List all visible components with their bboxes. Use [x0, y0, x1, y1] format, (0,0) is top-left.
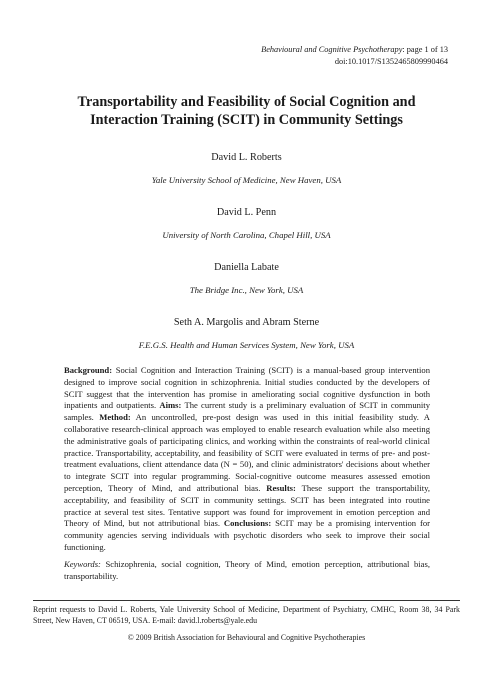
reprint-footnote: Reprint requests to David L. Roberts, Yale University School of Medicine, Department of Psychiatry, CMHC, Room 38, 34 Park Street, New Haven, CT 06519, USA. E-mail: david.l.roberts@yale.edu: [33, 605, 460, 625]
results-label: Results:: [266, 482, 296, 493]
page-info: : page 1 of 13: [402, 45, 448, 54]
author-affiliation: F.E.G.S. Health and Human Services System, New York, USA: [138, 340, 355, 350]
keywords-text: Schizophrenia, social cognition, Theory of Mind, emotion perception, attributional bias, transportability.: [64, 558, 430, 581]
author-affiliation: Yale University School of Medicine, New Haven, USA: [151, 175, 342, 185]
footnote-divider: [33, 600, 460, 601]
results-text: These support the transportability, acceptability, and feasibility of SCIT in community settings. SCIT has been integrated into routine practice at several test sites. Tentative support was found for improvement in emotion perception and Theory of Mind, but not attributional bias.: [64, 482, 430, 529]
method-label: Method:: [99, 412, 131, 423]
aims-label: Aims:: [159, 400, 182, 411]
journal-name: Behavioural and Cognitive Psychotherapy: [261, 45, 403, 54]
author-name: David L. Roberts: [211, 152, 282, 163]
title-line-1: Transportability and Feasibility of Social Cognition and: [77, 94, 416, 110]
journal-header: [118, 44, 448, 68]
author-affiliation: University of North Carolina, Chapel Hill, USA: [162, 230, 331, 240]
aims-text: The current study is a preliminary evaluation of SCIT in community samples.: [64, 400, 430, 423]
method-text: An uncontrolled, pre-post design was used in this initial feasibility study. A collaborative research-clinical approach was employed to enable research evaluation while also meeting the administrative goals of participating clinics, and working within the constraints of real-world clinical practice. Transportability, acceptability, and feasibility of SCIT were evaluated in terms of pre- and post-treatment evaluations, client attendance data (N = 50), and clinic administrators' decisions about whether to integrate SCIT into regular programming. Social-cognitive outcome measures assessed emotion perception, Theory of Mind, and attributional bias.: [64, 412, 430, 493]
journal-citation: [118, 44, 448, 56]
doi: doi:10.1017/S1352465809990464: [334, 57, 448, 66]
author-block-2: [30, 206, 463, 241]
keywords: [64, 559, 430, 583]
article-title: [40, 93, 453, 129]
abstract: [64, 365, 430, 582]
author-block-4: [30, 316, 463, 351]
title-line-2: Interaction Training (SCIT) in Community Settings: [90, 112, 403, 128]
author-block-1: [30, 151, 463, 186]
author-name: Seth A. Margolis and Abram Sterne: [173, 317, 320, 328]
copyright-notice: © 2009 British Association for Behavioural and Cognitive Psychotherapies: [127, 633, 366, 642]
background-text: Social Cognition and Interaction Training (SCIT) is a manual-based group intervention designed to improve social cognition in schizophrenia. Initial studies conducted by the developers of SCIT suggest that the intervention has promise in ameliorating social cognitive dysfunction in both inpatients and outpatients.: [64, 365, 430, 411]
conclusions-label: Conclusions:: [223, 518, 272, 529]
author-name: Daniella Labate: [214, 262, 279, 273]
author-affiliation: The Bridge Inc., New York, USA: [189, 285, 304, 295]
conclusions-text: SCIT may be a promising intervention for community agencies serving individuals with psychotic disorders who seek to improve their social functioning.: [64, 518, 430, 552]
author-name: David L. Penn: [216, 207, 277, 218]
author-block-3: [30, 261, 463, 296]
keywords-label: Keywords:: [64, 558, 101, 569]
abstract-body: [64, 365, 430, 554]
background-label: Background:: [64, 365, 113, 375]
